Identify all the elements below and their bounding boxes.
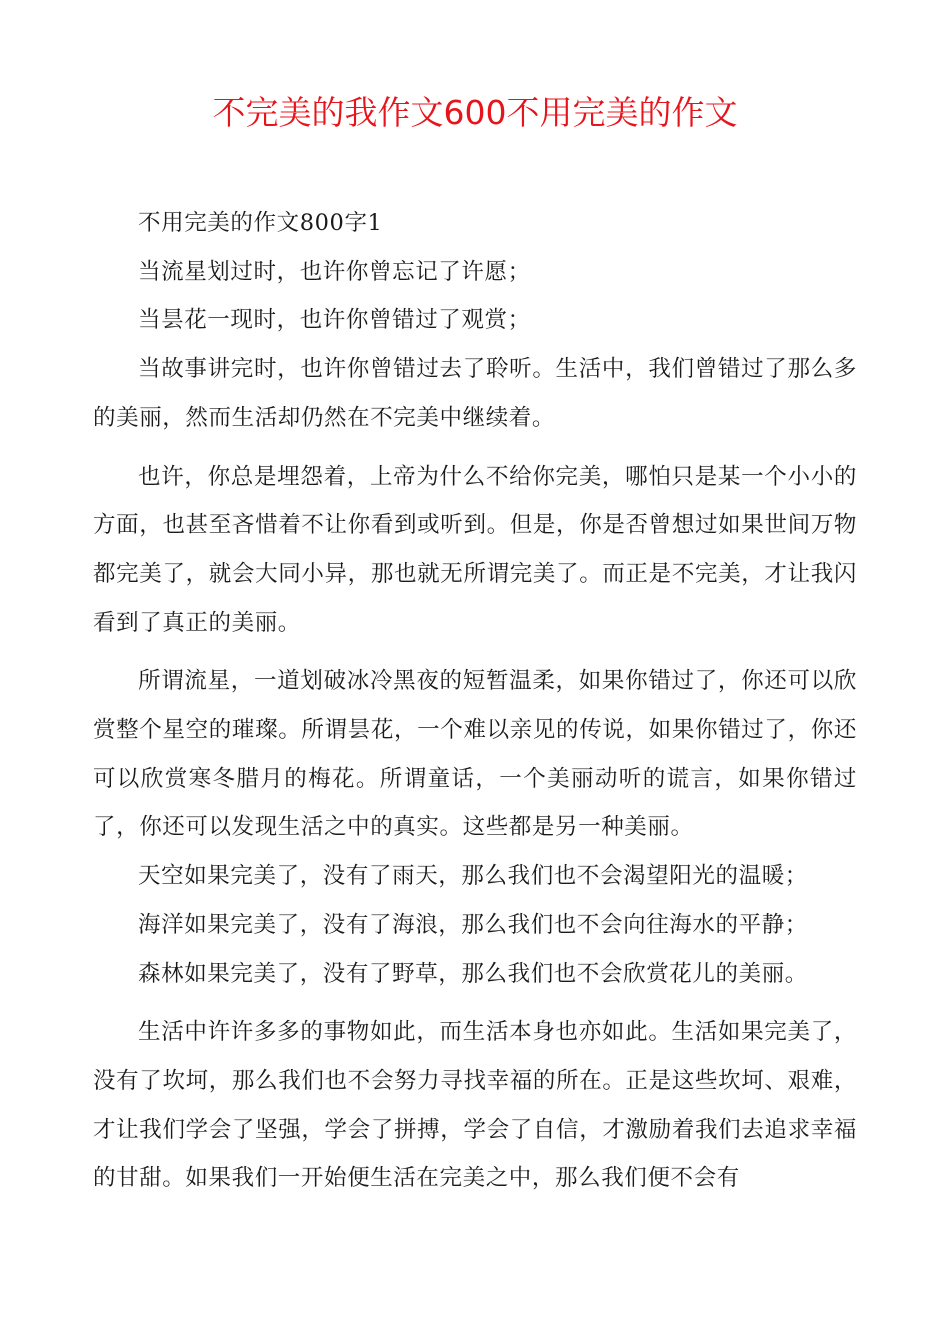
document-body: [93, 199, 857, 1203]
paragraph: 森林如果完美了，没有了野草，那么我们也不会欣赏花儿的美丽。: [138, 960, 808, 987]
paragraph: 海洋如果完美了，没有了海浪，那么我们也不会向往海水的平静；: [138, 911, 808, 938]
paragraph: 当昙花一现时，也许你曾错过了观赏；: [138, 307, 531, 334]
paragraph: 生活中许许多多的事物如此，而生活本身也亦如此。生活如果完美了，没有了坎坷，那么我们也不会努力寻找幸福的所在。正是这些坎坷、艰难，才让我们学会了坚强，学会了拼搏，学会了自信，才激励着我们去追求幸福的甘甜。如果我们一开始便生活在完美之中，那么我们便不会有: [93, 1019, 857, 1192]
paragraph: 所谓流星，一道划破冰冷黑夜的短暂温柔，如果你错过了，你还可以欣赏整个星空的璀璨。所谓昙花，一个难以亲见的传说，如果你错过了，你还可以欣赏寒冬腊月的梅花。所谓童话，一个美丽动听的谎言，如果你错过了，你还可以发现生活之中的真实。这些都是另一种美丽。: [93, 668, 857, 841]
paragraph: 当流星划过时，也许你曾忘记了许愿；: [138, 258, 531, 285]
paragraph: 也许，你总是埋怨着，上帝为什么不给你完美，哪怕只是某一个小小的方面，也甚至吝惜着不让你看到或听到。但是，你是否曾想过如果世间万物都完美了，就会大同小异，那也就无所谓完美了。而正是不完美，才让我闪看到了真正的美丽。: [93, 463, 857, 636]
paragraph: 当故事讲完时，也许你曾错过去了聆听。生活中，我们曾错过了那么多的美丽，然而生活却仍然在不完美中继续着。: [93, 356, 857, 431]
subheading: 不用完美的作文800字1: [138, 210, 383, 236]
paragraph: 天空如果完美了，没有了雨天，那么我们也不会渴望阳光的温暖；: [138, 863, 808, 890]
document-title: 不完美的我作文600不用完美的作文: [212, 93, 738, 132]
